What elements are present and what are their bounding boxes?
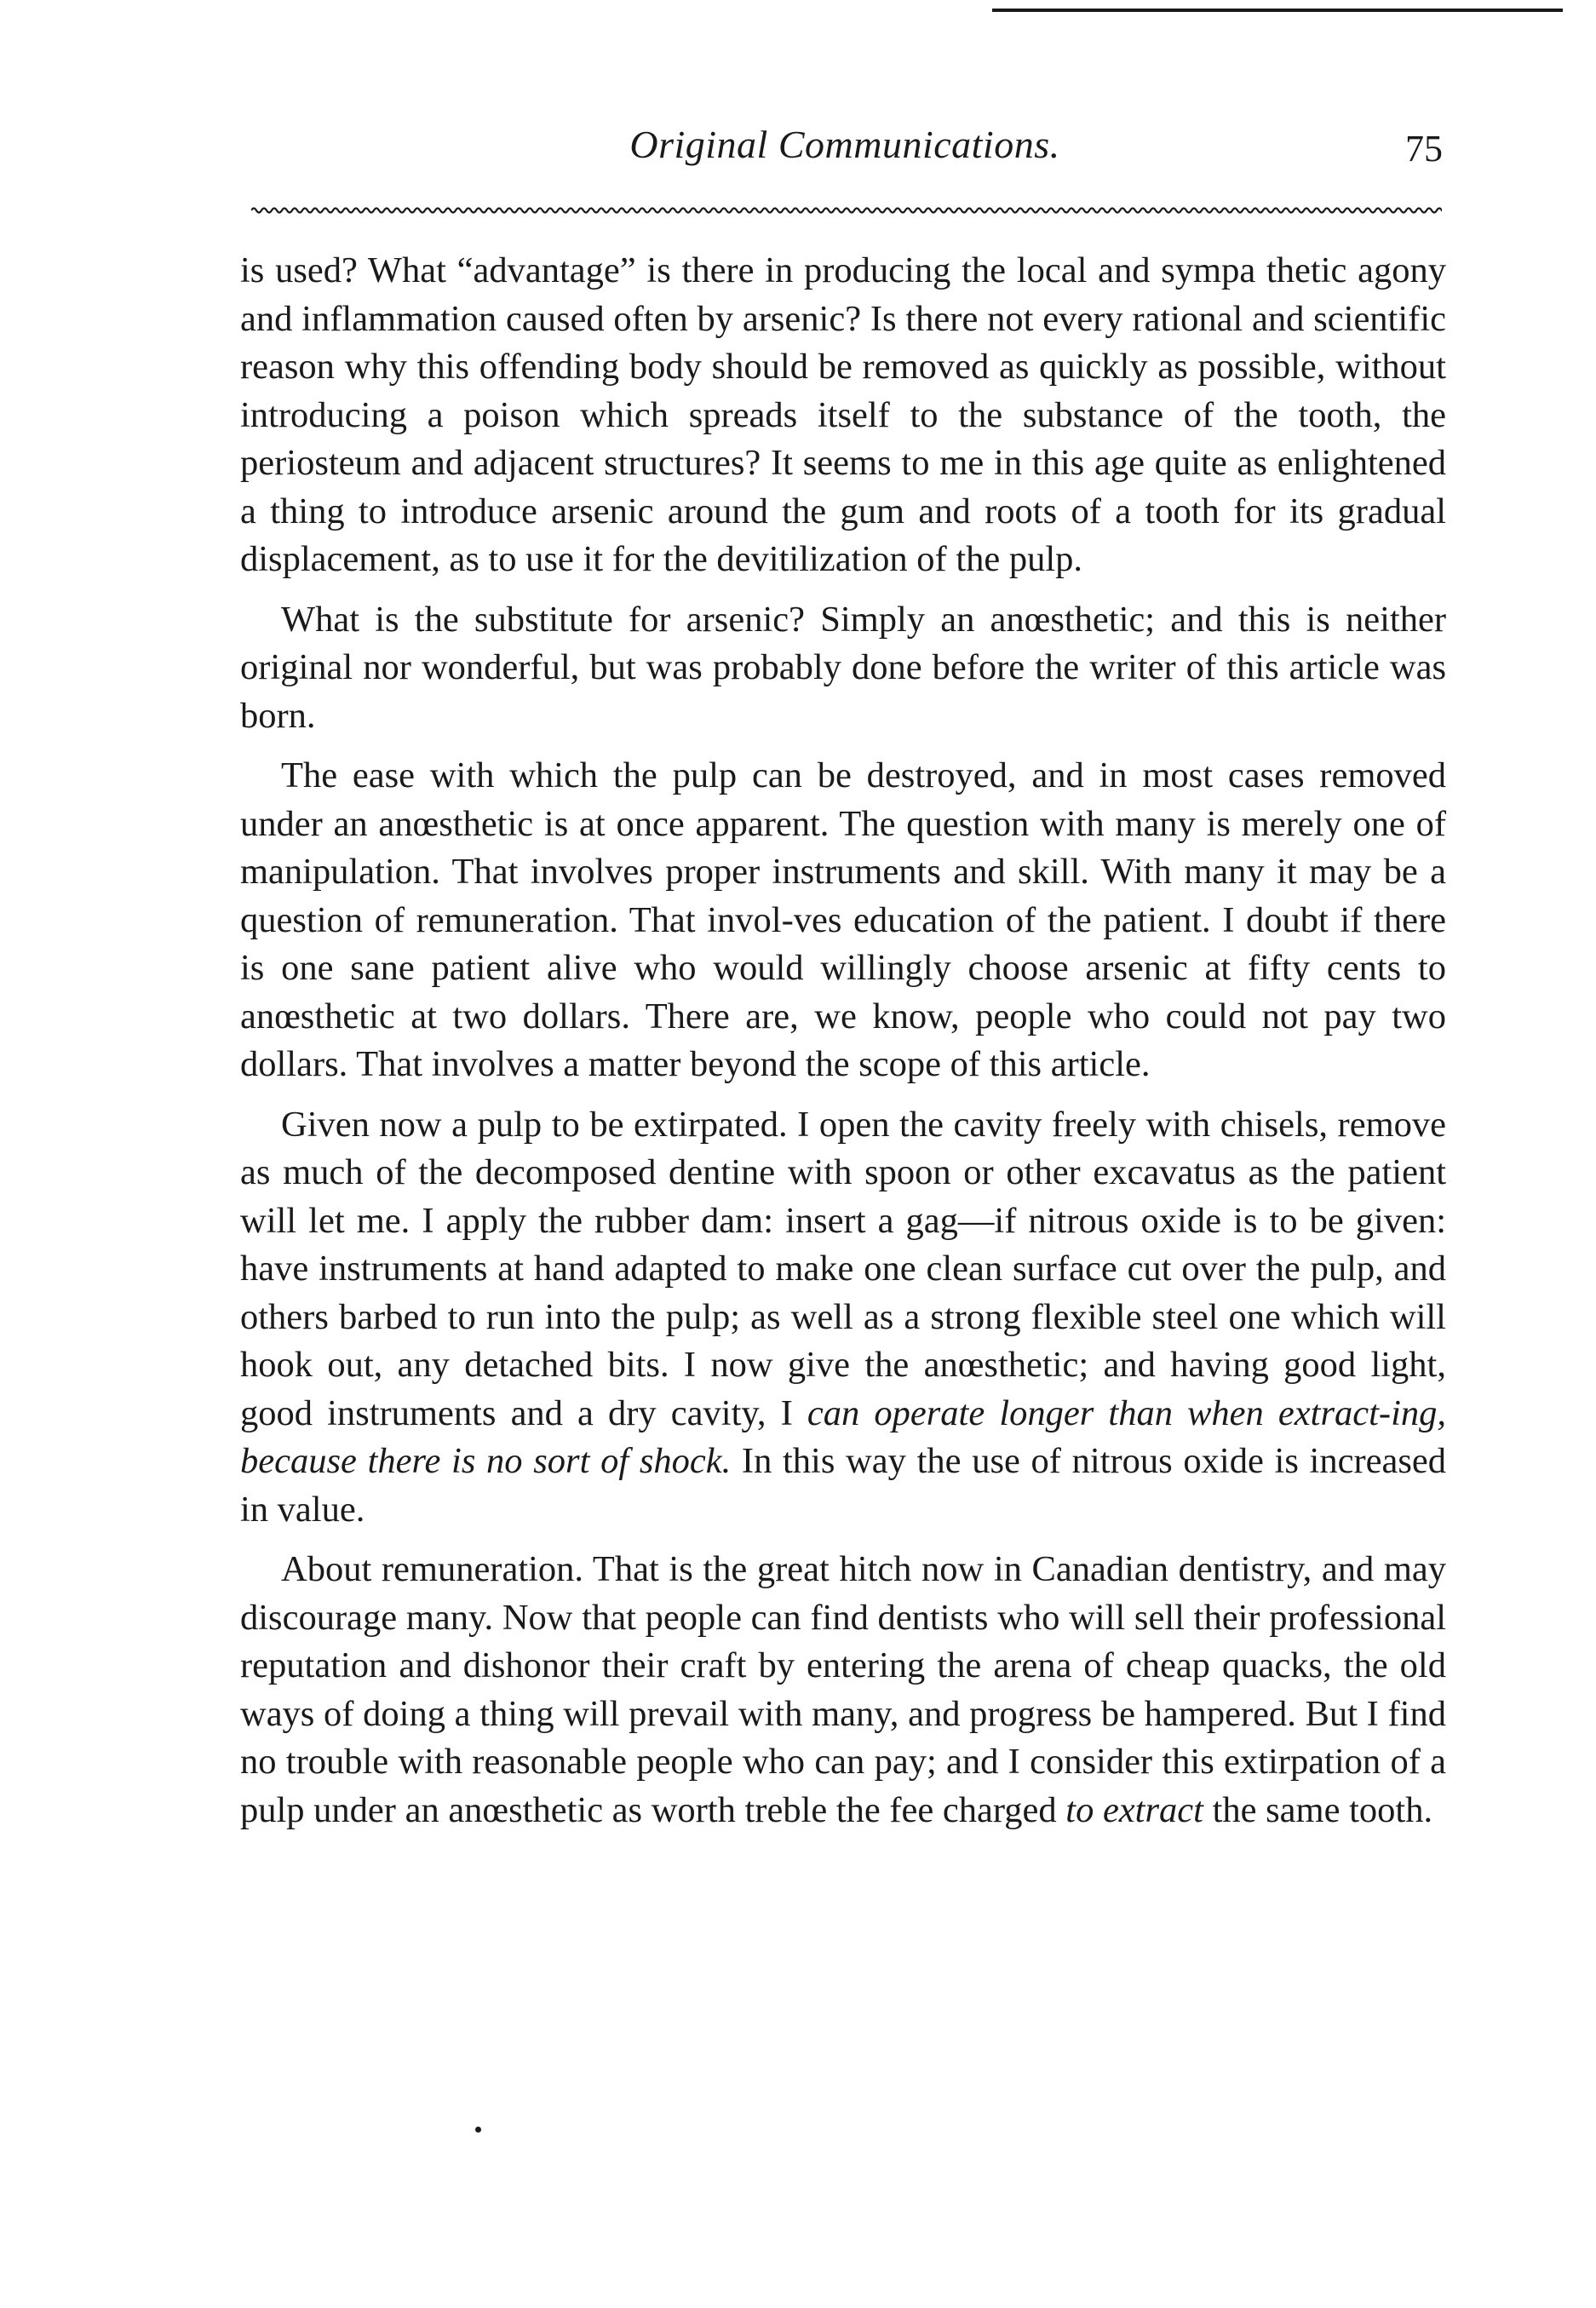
wavy-header-rule bbox=[251, 204, 1442, 216]
paragraph-5-text-after: the same tooth. bbox=[1203, 1789, 1433, 1830]
top-edge-rule bbox=[992, 9, 1563, 12]
running-head: Original Communications. bbox=[629, 123, 1060, 166]
stray-ink-mark bbox=[475, 2127, 481, 2133]
page-number: 75 bbox=[1405, 128, 1443, 169]
paragraph-4-text-after: In this way the use of nitrous oxide is increased in value. bbox=[240, 1441, 1447, 1530]
paragraph-5-emphasis: to extract bbox=[1065, 1789, 1203, 1830]
paragraph-5 bbox=[240, 1546, 1446, 1834]
paragraph-4 bbox=[240, 1101, 1446, 1535]
page-header bbox=[240, 115, 1450, 192]
paragraph-2: What is the substitute for arsenic? Simply an anœsthetic; and this is neither original nor wonderful, but was probably done before the writer of this article was born. bbox=[240, 599, 1446, 736]
paragraph-4-text-before: Given now a pulp to be extirpated. I open the cavity freely with chisels, remove as much of the decomposed dentine with spoon or other excavatus as the patient will let me. I apply the rubber dam: insert a gag—if nitrous oxide is to be given: have instruments at hand adapted to make one clean surface cut over the pulp, and others barbed to run into the pulp; as well as a strong flexible steel one which will hook out, any detached bits. I now give the anœsthetic; and having good light, good instruments and a dry cavity, I bbox=[240, 1104, 1446, 1433]
paragraph-3: The ease with which the pulp can be destroyed, and in most cases removed under an anœsthetic is at once apparent. The question with many is merely one of manipulation. That involves proper instruments and skill. With many it may be a question of remuneration. That invol-ves education of the patient. I doubt if there is one sane patient alive who would willingly choose arsenic at fifty cents to anœsthetic at two dollars. There are, we know, people who could not pay two dollars. That involves a matter beyond the scope of this article. bbox=[240, 755, 1446, 1084]
paragraph-5-text-before: About remuneration. That is the great hitch now in Canadian dentistry, and may discourage many. Now that people can find dentists who will sell their professional reputation and dishonor their craft by entering the arena of cheap quacks, the old ways of doing a thing will prevail with many, and progress be hampered. But I find no trouble with reasonable people who can pay; and I consider this extirpation of a pulp under an anœsthetic as worth treble the fee charged bbox=[240, 1549, 1446, 1830]
paragraph-1: is used? What “advantage” is there in producing the local and sympa thetic agony and inflammation caused often by arsenic? Is there not every rational and scientific reason why this offending body should be removed as quickly as possible, without introducing a poison which spreads itself to the substance of the tooth, the periosteum and adjacent structures? It seems to me in this age quite as enlightened a thing to introduce arsenic around the gum and roots of a tooth for its gradual displacement, as to use it for the devitilization of the pulp. bbox=[240, 250, 1446, 579]
paragraph-4-emphasis: can operate longer than when extract-ing, because there is no sort of shock. bbox=[240, 1392, 1446, 1481]
article-body bbox=[240, 247, 1446, 1846]
